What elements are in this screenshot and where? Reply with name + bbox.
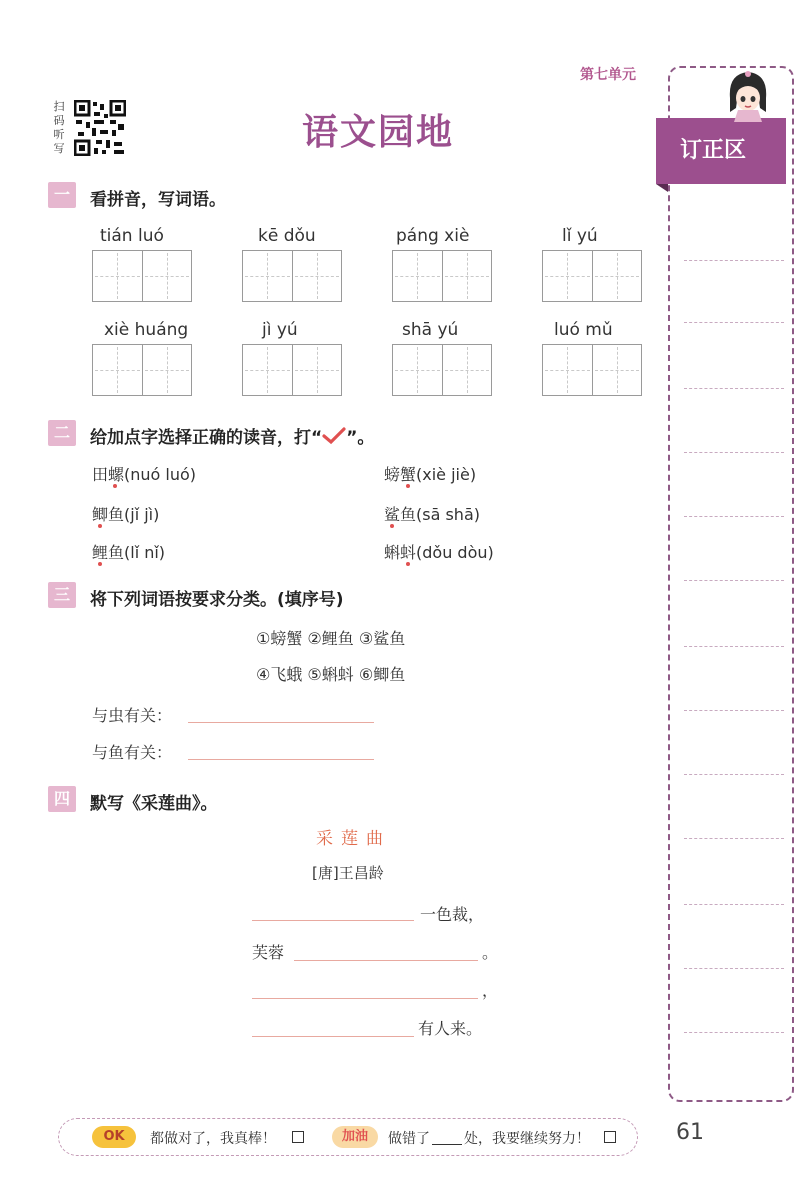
writing-box[interactable] [242,344,342,396]
tag-fold [656,184,668,192]
correction-line [684,774,784,775]
poem-line-1-blank[interactable] [252,920,414,921]
mistakes-text-b: 处，我要继续努力！ [464,1131,590,1147]
section-number-2: 二 [48,420,76,446]
emphasis-dot [98,562,102,566]
poem-author: [唐]王昌龄 [312,864,384,882]
writing-box[interactable] [392,344,492,396]
fish-label: 与鱼有关： [92,743,173,762]
correction-line [684,260,784,261]
poem-line-1-text: 一色裁， [420,905,485,924]
correction-line [684,388,784,389]
all-correct-checkbox[interactable] [292,1131,304,1143]
poem-line-3-end: ， [482,981,499,1000]
correction-line [684,968,784,969]
all-correct-text: 都做对了，我真棒！ [150,1131,276,1147]
pinyin-item: shā yú [402,320,459,340]
poem-line-4-end: 有人来。 [418,1019,483,1038]
section-number-3: 三 [48,582,76,608]
reading-item[interactable]: 鲤鱼(lǐ nǐ) [92,543,166,562]
writing-box[interactable] [542,250,642,302]
jiayou-badge: 加油 [332,1126,378,1148]
writing-box[interactable] [92,250,192,302]
pinyin-item: luó mǔ [554,320,613,340]
reading-item[interactable]: 螃蟹(xiè jiè) [384,465,477,484]
correction-line [684,1032,784,1033]
correction-label: 订正区 [656,118,786,184]
heading-text: 给加点字选择正确的读音，打“ [90,428,323,448]
correction-line [684,710,784,711]
correction-line [684,646,784,647]
correction-line [684,838,784,839]
writing-box[interactable] [242,250,342,302]
poem-line-2-end: 。 [482,943,499,962]
mistakes-checkbox[interactable] [604,1131,616,1143]
writing-box[interactable] [542,344,642,396]
reading-item[interactable]: 蝌蚪(dǒu dòu) [384,543,494,562]
mistakes-text-a: 做错了 [388,1131,430,1147]
pinyin-item: páng xiè [396,226,470,246]
page-title: 语文园地 [302,112,455,153]
correction-line [684,580,784,581]
pinyin-item: lǐ yú [562,226,598,246]
correction-line [684,452,784,453]
page-number: 61 [676,1120,704,1145]
qr-code-icon[interactable] [74,100,126,156]
emphasis-dot [406,562,410,566]
poem-line-3-blank[interactable] [252,998,478,999]
checkmark-icon [322,427,346,445]
scan-label: 扫码听写 [53,100,65,155]
section-2-heading [90,423,374,448]
section-number-4: 四 [48,786,76,812]
heading-text: ”。 [346,428,375,448]
emphasis-dot [406,484,410,488]
poem-line-2-blank[interactable] [294,960,478,961]
correction-area[interactable] [668,66,794,1102]
reading-item[interactable]: 鲨鱼(sā shā) [384,505,480,524]
pinyin-item: kē dǒu [258,226,316,246]
reading-item[interactable]: 田螺(nuó luó) [92,465,197,484]
pinyin-item: tián luó [100,226,164,246]
unit-label: 第七单元 [580,67,636,83]
section-number-1: 一 [48,182,76,208]
reading-item[interactable]: 鲫鱼(jǐ jì) [92,505,160,524]
insect-answer-line[interactable] [188,722,374,723]
options-row: ①螃蟹 ②鲤鱼 ③鲨鱼 [256,629,406,648]
options-row: ④飞蛾 ⑤蝌蚪 ⑥鲫鱼 [256,665,406,684]
correction-line [684,904,784,905]
poem-title: 采莲曲 [316,829,391,849]
emphasis-dot [98,524,102,528]
correction-line [684,516,784,517]
poem-line-4-blank[interactable] [252,1036,414,1037]
emphasis-dot [390,524,394,528]
section-3-heading: 将下列词语按要求分类。(填序号) [90,590,344,610]
pinyin-item: xiè huáng [104,320,189,340]
correction-line [684,322,784,323]
ok-badge: OK [92,1126,136,1148]
pinyin-item: jì yú [262,320,298,340]
writing-box[interactable] [392,250,492,302]
mistake-count-blank[interactable] [432,1144,462,1145]
girl-mascot-icon [724,68,772,122]
emphasis-dot [113,484,117,488]
section-1-heading: 看拼音，写词语。 [90,190,226,210]
section-4-heading: 默写《采莲曲》。 [90,794,218,814]
poem-line-2-start: 芙蓉 [252,943,285,962]
insect-label: 与虫有关： [92,706,173,725]
writing-box[interactable] [92,344,192,396]
fish-answer-line[interactable] [188,759,374,760]
